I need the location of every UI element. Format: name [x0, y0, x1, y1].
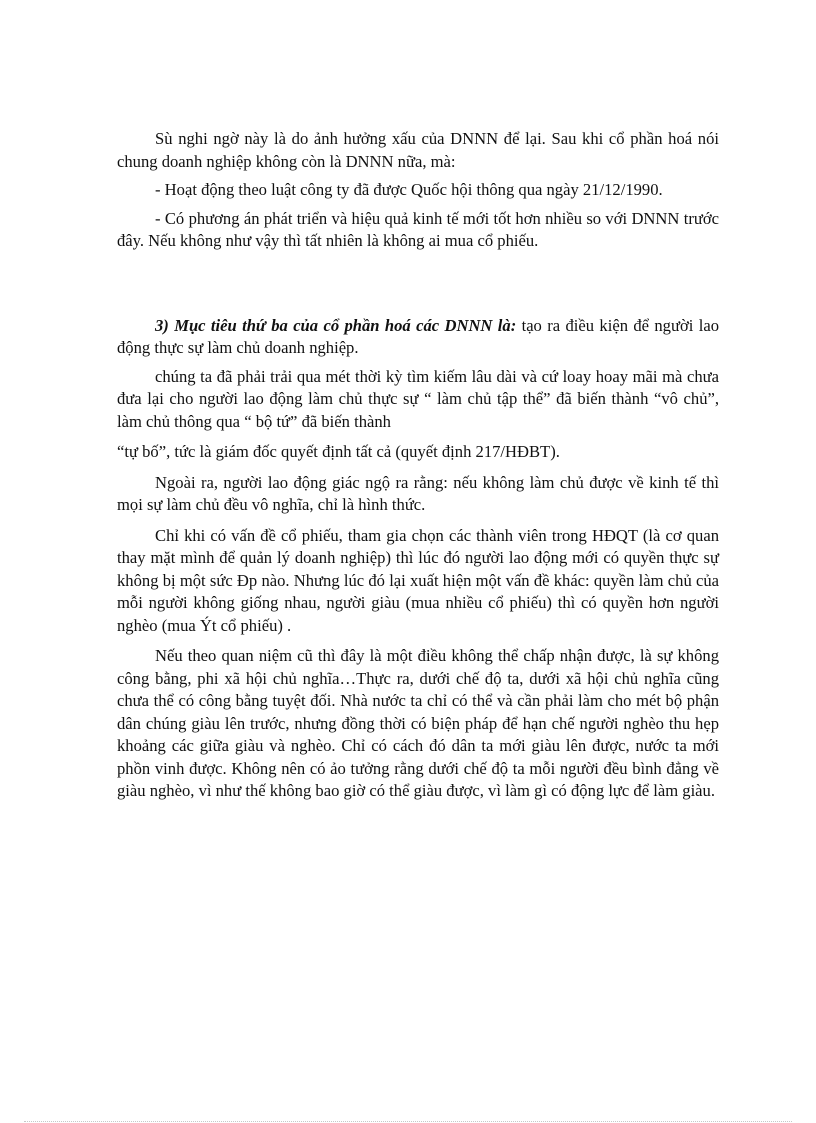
section-3-paragraph [117, 315, 719, 360]
paragraph-7: Ngoài ra, người lao động giác ngộ ra rằng: nếu không làm chủ được về kinh tế thì mọi sự làm chủ đều vô nghĩa, chỉ là hình thức. [117, 472, 719, 514]
paragraph-3: - Có phương án phát triển và hiệu quả kinh tế mới tốt hơn nhiều so với DNNN trước đây. Nếu không như vậy thì tất nhiên là không ai mua cổ phiếu. [117, 208, 719, 250]
paragraph-1: Sù nghi ngờ này là do ảnh hưởng xấu của DNNN để lại. Sau khi cổ phần hoá nói chung doanh nghiệp không còn là DNNN nữa, mà: [117, 129, 719, 171]
document-page [117, 128, 719, 803]
paragraph-6: “tự bố”, tức là giám đốc quyết định tất cả (quyết định 217/HĐBT). [117, 442, 560, 461]
paragraph-8: Chỉ khi có vấn đề cổ phiếu, tham gia chọn các thành viên trong HĐQT (là cơ quan thay mặt mình để quản lý doanh nghiệp) thì lúc đó người lao động mới có quyền thực sự không bị một sức Ðp nào. Nhưng lúc đó lại xuất hiện một vấn đề khác: quyền làm chủ của mỗi người không giống nhau, người giàu (mua nhiều cổ phiếu) thì có quyền hơn người nghèo (mua Ýt cổ phiếu) . [117, 525, 719, 635]
paragraph-2: - Hoạt động theo luật công ty đã được Quốc hội thông qua ngày 21/12/1990. [155, 180, 663, 199]
paragraph-5: chúng ta đã phải trải qua mét thời kỳ tìm kiếm lâu dài và cứ loay hoay mãi mà chưa đưa lại cho người lao động làm chủ thực sự “ làm chủ tập thể” đã biến thành “vô chủ”, làm chủ thông qua “ bộ tứ” đã biến thành [117, 366, 719, 431]
section-3-heading: 3) Mục tiêu thứ ba của cổ phần hoá các DNNN là: [155, 315, 517, 335]
page-bottom-divider [24, 1121, 792, 1122]
paragraph-9: Nếu theo quan niệm cũ thì đây là một điều không thể chấp nhận được, là sự không công bằng, phi xã hội chủ nghĩa…Thực ra, dưới chế độ ta, dưới xã hội chủ nghĩa cũng chưa thể có công bằng tuyệt đối. Nhà nước ta chỉ có thể và cần phải làm cho mét bộ phận dân chúng giàu lên trước, nhưng đồng thời có biện pháp để hạn chế người nghèo thu hẹp khoảng các giữa giàu và nghèo. Chỉ có cách đó dân ta mới giàu lên được, nước ta mới phồn vinh được. Không nên có ảo tưởng rằng dưới chế độ ta mỗi người đều bình đẳng về giàu nghèo, vì như thế không bao giờ có thể giàu được, vì làm gì có động lực để làm giàu. [117, 646, 719, 800]
section-3-intro: tạo ra điều kiện để người lao động thực sự làm chủ doanh nghiệp. [117, 315, 719, 357]
